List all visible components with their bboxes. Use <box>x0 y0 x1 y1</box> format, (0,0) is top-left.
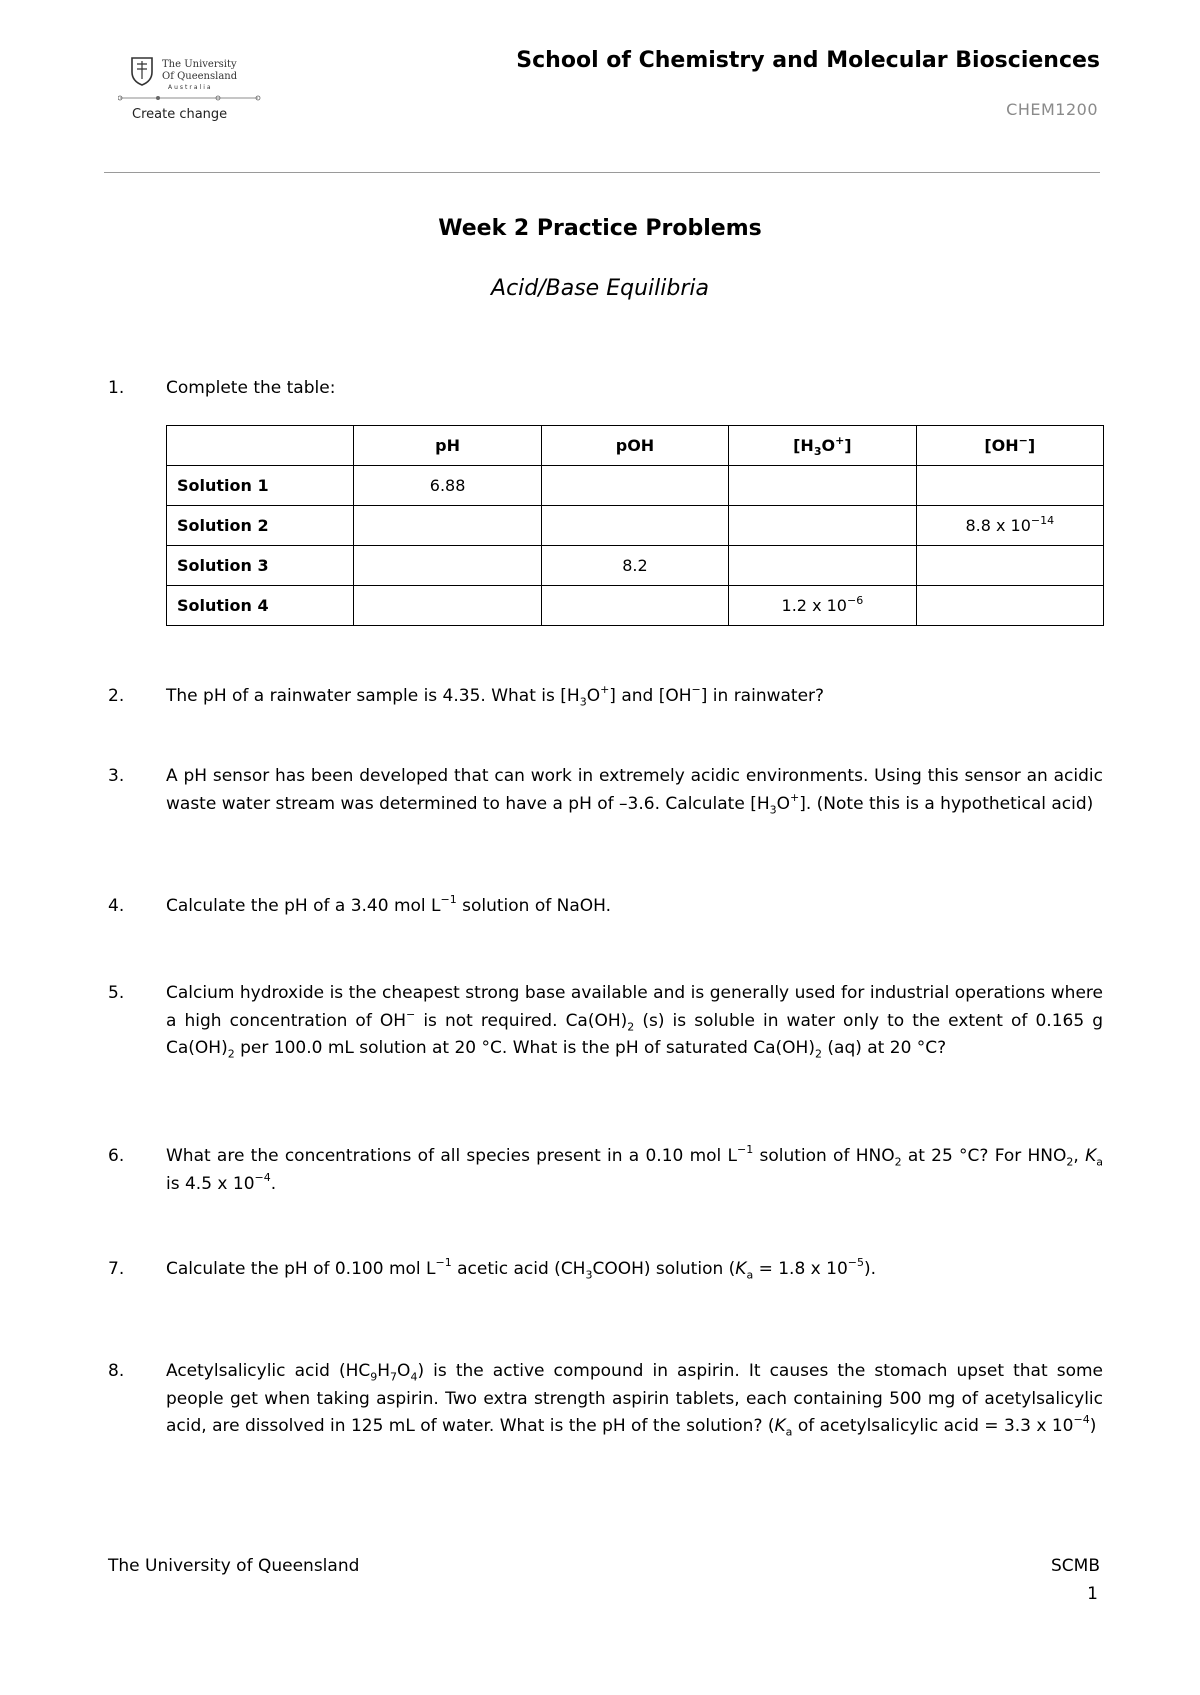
table-header-poh: pOH <box>541 426 728 466</box>
row-label: Solution 2 <box>167 506 354 546</box>
question-6 <box>108 1143 1103 1198</box>
question-text: What are the concentrations of all species present in a 0.10 mol $L^{-1}$ solution of $HNO_2$ at 25 °C? For $HNO_2$, $K_a$ is 4.5 x $10^{-4}$. <box>166 1143 1103 1194</box>
table-header-blank <box>167 426 354 466</box>
question-text: Calcium hydroxide is the cheapest strong base available and is generally used for industrial operations where a high concentration of OH− is not required. $Ca(OH)_2$ (s) is soluble in water only to the extent of 0.165 g $Ca(OH)_2$ per 100.0 mL solution at 20 °C. What is the pH of saturated $Ca(OH)_2$ (aq) at 20 °C? <box>166 983 1103 1061</box>
question-number: 5. <box>108 983 125 1003</box>
question-text: Calculate the pH of a 3.40 mol $L^{-1}$ solution of NaOH. <box>166 893 612 916</box>
table-header-ph: pH <box>354 426 541 466</box>
cell-oh: 8.8 x $10^{-14}$ <box>916 506 1103 546</box>
cell-ph: 6.88 <box>354 466 541 506</box>
cell-h3o: 1.2 x $10^{-6}$ <box>729 586 916 626</box>
school-name: School of Chemistry and Molecular Biosciences <box>516 48 1100 73</box>
question-number: 4. <box>108 896 125 916</box>
cell-poh <box>541 506 728 546</box>
cell-poh <box>541 466 728 506</box>
header-divider <box>104 172 1100 173</box>
logo-line1: The University <box>162 59 237 70</box>
row-label: Solution 3 <box>167 546 354 586</box>
question-number: 3. <box>108 766 125 786</box>
question-text: The pH of a rainwater sample is 4.35. What is $[H_3O^+]$ and [OH−] in rainwater? <box>166 683 825 709</box>
course-code: CHEM1200 <box>1006 100 1098 119</box>
crest-icon <box>118 52 278 132</box>
question-3 <box>108 763 1103 818</box>
logo-line3: Australia <box>168 84 213 91</box>
question-number: 8. <box>108 1361 125 1381</box>
question-2 <box>108 683 1103 711</box>
cell-oh <box>916 466 1103 506</box>
page-title: Week 2 Practice Problems <box>438 216 762 241</box>
cell-ph <box>354 586 541 626</box>
page-number: 1 <box>1087 1584 1098 1604</box>
table-header-h3o: $[H_3O^+]$ <box>729 426 916 466</box>
cell-oh <box>916 586 1103 626</box>
footer-university: The University of Queensland <box>108 1556 360 1576</box>
row-label: Solution 1 <box>167 466 354 506</box>
table-header-oh: [OH−] <box>916 426 1103 466</box>
table-row <box>167 466 1104 506</box>
question-8 <box>108 1358 1103 1441</box>
question-4 <box>108 893 1103 921</box>
question-text: Calculate the pH of 0.100 mol $L^{-1}$ acetic acid $(CH_3COOH)$ solution ($K_a = 1.8$ x $10^{-5}$). <box>166 1256 877 1282</box>
logo-tagline: Create change <box>132 107 228 122</box>
cell-poh: 8.2 <box>541 546 728 586</box>
table-row <box>167 546 1104 586</box>
cell-poh <box>541 586 728 626</box>
cell-h3o <box>729 506 916 546</box>
cell-ph <box>354 506 541 546</box>
question-text: Complete the table: <box>166 378 336 398</box>
cell-h3o <box>729 546 916 586</box>
cell-oh <box>916 546 1103 586</box>
footer-school: SCMB <box>1051 1556 1100 1576</box>
question-number: 1. <box>108 378 125 398</box>
question-number: 2. <box>108 686 125 706</box>
cell-h3o <box>729 466 916 506</box>
ph-table <box>166 425 1104 626</box>
question-text: A pH sensor has been developed that can work in extremely acidic environments. Using this sensor an acidic waste water stream was determined to have a pH of –3.6. Calculate $[H_3O^+]$. (Note this is a hypothetical acid) <box>166 766 1103 816</box>
table-row <box>167 586 1104 626</box>
table-header-row <box>167 426 1104 466</box>
question-text: Acetylsalicylic acid $(HC_9H_7O_4)$ is the active compound in aspirin. It causes the stomach upset that some people get when taking aspirin. Two extra strength aspirin tablets, each containing 500 mg of acetylsalicylic acid, are dissolved in 125 mL of water. What is the pH of the solution? ($K_a$ of acetylsalicylic acid = 3.3 x $10^{-4}$) <box>166 1361 1103 1439</box>
cell-ph <box>354 546 541 586</box>
question-number: 6. <box>108 1146 125 1166</box>
question-7 <box>108 1256 1103 1284</box>
university-logo <box>118 52 278 132</box>
question-number: 7. <box>108 1259 125 1279</box>
question-1 <box>108 375 1103 403</box>
row-label: Solution 4 <box>167 586 354 626</box>
logo-line2: Of Queensland <box>162 71 238 82</box>
page-subtitle: Acid/Base Equilibria <box>491 276 709 301</box>
question-5 <box>108 980 1103 1063</box>
table-row <box>167 506 1104 546</box>
